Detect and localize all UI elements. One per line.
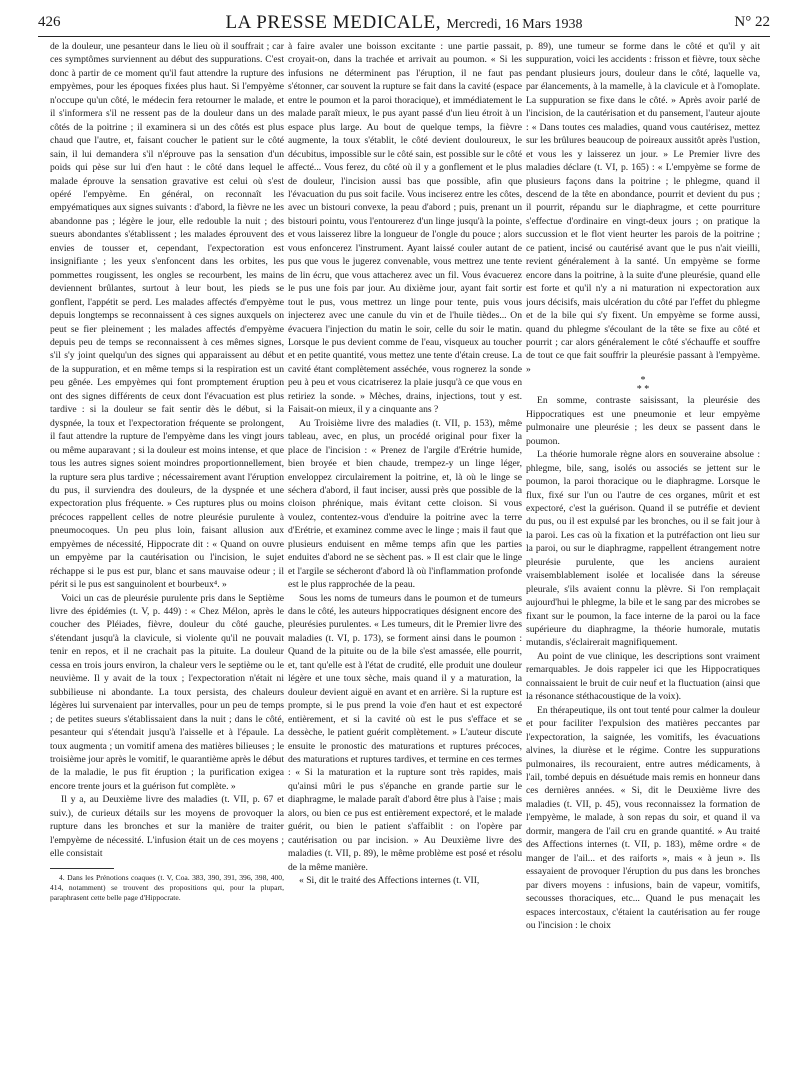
issue-number: N° 22	[734, 14, 770, 30]
page-header	[38, 12, 770, 37]
paragraph: de la douleur, une pesanteur dans le lieu où il souffrait ; car ces symptômes surviennent au début des suppurations. C'est donc à partir de ce moment qu'il faut attendre la rupture des empyèmes, pour les époques fixées plus haut. Si l'empyème n'occupe qu'un côté, le médecin fera retourner le malade, et il s'informera s'il ne ressent pas de la douleur dans un des côtés de la poitrine ; il examinera si un des côtés est plus chaud que l'autre, et, faisant coucher le patient sur le côté sain, il lui demandera s'il n'éprouve pas la sensation d'un poids qui pèse sur lui d'en haut : le côté dans lequel le malade éprouve la sensation gravative est celui où s'est opéré l'empyème. En général, on reconnaît les empyématiques aux signes suivants : d'abord, la fièvre ne les abandonne pas ; légère le jour, elle redouble la nuit ; des sueurs abondantes s'établissent ; les malades éprouvent des envies de tousser et, cependant, l'expectoration est insignifiante ; les yeux s'enfoncent dans les orbites, les pommettes rougissent, les ongles se recourbent, les mains deviennent brûlantes, surtout à leur bout, les pieds se gonflent, l'appétit se perd. Les malades affectés d'empyème depuis longtemps se reconnaissent à ces signes auxquels on peut se fier pleinement ; les malades affectés d'empyème depuis peu de temps se reconnaissent à ces mêmes signes, s'il s'y joint quelqu'un des signes qui apparaissent au début de la suppuration, et en même temps si la respiration est un peu gênée. Les empyèmes qui font promptement éruption ont des signes différents de ceux dont l'évacuation est plus tardive : si la douleur se fait sentir dès le début, si la dyspnée, la toux et l'expectoration fréquente se prolongent, il faut attendre la rupture de l'empyème dans les vingt jours ou même auparavant ; si la douleur est moins intense, et que tous les autres signes soient moindres proportionnellement, la rupture sera plus tardive ; nécessairement avant l'éruption du pus, il surviendra des douleurs, de la dyspnée et une expectoration plus fréquente. » Ces ruptures plus ou moins précoces rappellent celles de notre pleurésie purulente à pneumocoques. Un peu plus loin, faisant allusion aux empyèmes de nécessité, Hippocrate dit : « Quand on ouvre un empyème par la cautérisation ou l'incision, le sujet réchappe si le pus est pur, blanc et sans mauvaise odeur ; il périt si le pus est sanguinolent et bourbeux⁴. »	[50, 41, 284, 591]
paragraph: En somme, contraste saisissant, la pleurésie des Hippocratiques est une pneumonie et leur empyème pulmonaire une pleurésie ; les deux se passent dans le poumon.	[526, 395, 760, 447]
paragraph: Sous les noms de tumeurs dans le poumon et de tumeurs dans le côté, les auteurs hippocratiques désignent encore des pleurésies purulentes. « Les tumeurs, dit le Premier livre des maladies (t. VI, p. 173), se forment ainsi dans le poumon : Quand de la pituite ou de la bile s'est amassée, elle pourrit, et, tant qu'elle est à l'état de crudité, elle produit une douleur légère et une toux sèche, mais quand il y a maturation, la douleur devient aiguë en avant et en arrière. Si la rupture est prompte, si le pus prend la voie d'en haut et est expectoré entièrement, et si la cavité où est le pus s'efface et se dessèche, le patient guérit complètement. » L'auteur discute ensuite le pronostic des maturations et ruptures précoces, des maturations et ruptures tardives, et termine en ces termes : « Si la maturation et la rupture sont très rapides, mais qu'ainsi mûri le pus s'épanche en grande partie sur le diaphragme, le malade paraît d'abord être plus à l'aise ; mais alors, ou bien ce pus est entièrement expectoré, et le malade guérit, ou bien le patient s'affaiblit : on l'opère par cautérisation ou par incision. » Au Deuxième livre des maladies (t. VII, p. 89), le même problème est posé et résolu de la même manière.	[288, 592, 522, 873]
paragraph: La théorie humorale règne alors en souveraine absolue : phlegme, bile, sang, isolés ou associés se jettent sur le poumon, la paroi thoracique ou le diaphragme. Lorsque le flux, fixé sur l'un ou l'autre de ces organes, mûrit et est expectoré, c'est la guérison. Quand il se putréfie et devient du pus, ou il est expulsé par les bronches, ou il se fait jour à la paroi. Les cas où la fixation et la putréfaction ont lieu sur la paroi, ou sur le diaphragme, rappellent étrangement notre pleurésie purulente, que les anciens auraient vraisemblablement isolée et localisée dans la séreuse pleurale, s'ils avaient connu la plèvre. Si l'on remplaçait aujourd'hui le phlegme, la bile et le sang par des microbes se fixant sur le poumon, la face interne de la paroi ou la face supérieure du diaphragme, la théorie humorale, mutatis mutandis, s'éclairerait magnifiquement.	[526, 449, 760, 649]
paragraph: à faire avaler une boisson excitante : une partie passait, croyait-on, dans la trachée et arrivait au poumon. « Si les infusions ne déterminent pas l'éruption, il ne faut pas s'étonner, car souvent la rupture se fait dans la cavité (espace entre le poumon et la paroi thoracique), et immédiatement le malade paraît mieux, le pus ayant passé d'un lieu étroit à un espace plus large. Au bout de quelque temps, la fièvre augmente, la toux s'établit, le côté devient douloureux, le décubitus, impossible sur le côté sain, est possible sur le côté affecté... Vous ferez, du côté où il y a gonflement et le plus de douleur, l'incision aussi bas que possible, afin que l'évacuation du pus soit facile. Vous inciserez entre les côtes, avec un bistouri convexe, la peau d'abord ; puis, prenant un bistouri pointu, vous l'entourerez d'un linge jusqu'à la pointe, et vous laisserez libre la longueur de l'ongle du pouce ; alors vous enfoncerez l'instrument. Ayant laissé couler autant de pus que vous le jugerez convenable, vous mettrez une tente de lin écru, que vous attacherez avec un fil. Vous évacuerez le pus une fois par jour. Au dixième jour, ayant fait sortir tout le pus, vous mettrez un linge pour tente, puis vous injecterez avec une canule du vin et de l'huile tièdes... On évacuera l'injection du matin le soir, celle du soir le matin. Lorsque le pus devient comme de l'eau, visqueux au toucher et en petite quantité, vous mettez une tente d'étain creuse. La cavité étant complètement asséchée, vous rognerez la sonde peu à peu et vous cicatriserez la plaie jusqu'à ce que vous en retiriez la sonde. » Mèches, drains, injections, tout y est. Faisait-on mieux, il y a cinquante ans ?	[288, 41, 522, 416]
journal-name: LA PRESSE MEDICALE,	[225, 12, 442, 33]
footnote: 4. Dans les Prénotions coaques (t. V, Coa. 383, 390, 391, 396, 398, 400, 414, notamment) se trouvent des propositions qui, pour la plupart, paraphrasent cette belle page d'Hippocrate.	[50, 872, 284, 903]
text-column-middle	[288, 40, 522, 1078]
text-column-left	[50, 40, 284, 1078]
journal-title	[38, 12, 770, 34]
paragraph: Au point de vue clinique, les descriptions sont vraiment remarquables. Je dois rappeler ici que les Hippocratiques connaissaient le bruit de cuir neuf et la fluctuation (ainsi que la résonance stéthacoustique de la voix).	[526, 650, 760, 703]
page-number: 426	[38, 14, 61, 30]
paragraph: En thérapeutique, ils ont tout tenté pour calmer la douleur et pour faciliter l'expulsion des matières peccantes par l'expectoration, la saignée, les vomitifs, les évacuations alvines, la diurèse et le régime. Contre les suppurations pulmonaires, ils recouraient, entre autres médicaments, à l'ail, tombé depuis en désuétude mais remis en honneur dans ces dernières années. « Si, dit le Deuxième livre des maladies (t. VII, p. 45), vous reconnaissez la formation de l'empyème, le malade, à son repas du soir, et quand il va dormir, mangera de l'ail cru en grande quantité. » Au traité des Affections internes (t. VII, p. 183), même ordre « de manger de l'ail... et des raiforts », mais « à jeun ». Ils essayaient de provoquer l'éruption du pus dans les bronches par divers moyens : infusions, bain de vapeur, vomitifs, secousses thoraciques, etc... Quand le pus menaçait les espaces intercostaux, c'étaient la cautérisation au fer rouge ou l'incision : le choix	[526, 704, 760, 931]
paragraph: « Si, dit le traité des Affections internes (t. VII,	[299, 875, 480, 887]
issue-date: Mercredi, 16 Mars 1938	[446, 17, 583, 32]
section-separator-asterisks: * * *	[636, 375, 650, 396]
paragraph: p. 89), une tumeur se forme dans le côté et qu'il y ait suppuration, voici les accidents : frisson et fièvre, toux sèche pendant plusieurs jours, douleur dans le côté, laquelle va, par élancements, à la mamelle, à la clavicule et à l'omoplate. La suppuration se fixe dans le côté. » Après avoir parlé de l'incision, de la cautérisation et du pansement, l'auteur ajoute : « Dans toutes ces maladies, quand vous cautérisez, mettez sur les brûlures beaucoup de poireaux aussitôt après l'ustion, et vous les y laisserez un jour. » Le Premier livre des maladies déclare (t. VI, p. 165) : « L'empyème se forme de plusieurs façons dans la poitrine ; le phlegme, quand il descend de la tête en abondance, pourrit et devient du pus ; il pourrit, répandu sur le diaphragme, et cette pourriture s'effectue d'ordinaire en vingt-deux jours ; on pratique la succussion et le flot vient heurter les parois de la poitrine ; ce patient, incisé ou cautérisé avant que le pus n'ait vieilli, revient généralement à la santé. Un empyème se forme encore dans la poitrine, à la suite d'une pleurésie, quand elle est forte et qu'il n'y a ni maturation ni expectoration aux jours décisifs, mais ulcération du côté par l'effet du phlegme et de la bile qui s'y fixent. Un empyème se forme aussi, quand du phlegme s'écoulant de la tête se fixe au côté et pourrit ; car alors généralement le côté s'échauffe et souffre de tout ce que fait souffrir la pleurésie passant à l'empyème. »	[526, 41, 760, 375]
text-column-right	[526, 40, 760, 1078]
footnote-rule	[50, 868, 114, 869]
paragraph: Au Troisième livre des maladies (t. VII, p. 153), même tableau, avec, en plus, un procédé original pour fixer la place de l'incision : « Prenez de l'argile d'Erétrie humide, bien broyée et bien chaude, trempez-y un linge léger, enveloppez circulairement la poitrine, et, là où le linge se séchera d'abord, il faut inciser, aussi près que possible de la cloison phrénique, mais évitant cette cloison. Si vous voulez, contentez-vous d'enduire la poitrine avec la terre d'Erétrie, et examinez comme avec le linge ; mais il faut que plusieurs enduisent en même temps afin que les parties enduites d'abord ne se sèchent pas. » Il est clair que le linge et l'argile se sécheront d'abord là où l'inflammation profonde est le plus rapprochée de la peau.	[288, 417, 522, 591]
paragraph: Il y a, au Deuxième livre des maladies (t. VII, p. 67 et suiv.), de curieux détails sur les moyens de provoquer la rupture dans les bronches et sur la manière de traiter l'empyème de nécessité. L'infusion était un de ces moyens ; elle consistait	[50, 794, 284, 860]
paragraph: Voici un cas de pleurésie purulente pris dans le Septième livre des épidémies (t. V, p. 449) : « Chez Mélon, après le coucher des Pléiades, fièvre, douleur du côté gauche, s'étendant jusqu'à la clavicule, si violente qu'il ne pouvait tenir en repos, et il ne crachait pas la pituite. La douleur cessa en trois jours environ, la chaleur vers le septième ou le neuvième. Il y avait de la toux ; l'expectoration n'était ni subbilieuse ni abondante. La toux persista, des chaleurs légères lui survenaient par intervalles, pour un peu de temps ; de petites sueurs s'établissaient dans la nuit ; dans le côté, pesanteur qui s'étendait jusqu'à l'aisselle et à l'épaule. La toux augmenta ; un vomitif amena des matières bilieuses ; le troisième jour après le vomitif, le quarantième après le début de la maladie, le pus fit éruption ; la purification exigea encore trente jours et la guérison fut complète. »	[50, 592, 284, 792]
